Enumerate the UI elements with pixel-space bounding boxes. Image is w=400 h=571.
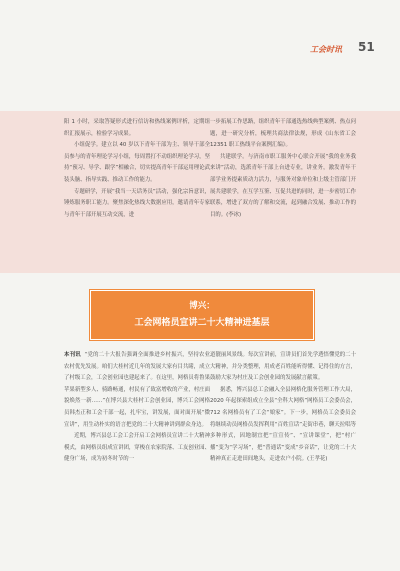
bottom-left-column <box>64 350 210 466</box>
paragraph: 小组促学。建立以 40 岁以下青年干部为主、领导干部全员参与的青年理论学习小组，每周置打不动组织理论学习，坚持“预习、导学、跟学”相融合，切实提高青年干部运用理论武装头脑、指导实践、推动工作的能力。 <box>64 142 210 183</box>
paragraph <box>64 350 210 431</box>
top-left-column <box>64 117 210 221</box>
section-label: 工会时讯 <box>310 45 342 54</box>
paragraph: 阳 1 小时，采取答疑形式进行信访和热线案例评析，定期组织汇报展示，检验学习成果。 <box>64 119 210 137</box>
banner-subtitle: 工会网格员宣讲二十大精神进基层 <box>134 318 270 328</box>
bottom-right-column <box>210 350 356 466</box>
article-title-banner <box>90 290 314 340</box>
top-right-column <box>210 117 356 221</box>
article-source: 本刊讯 <box>64 352 81 358</box>
banner-title: 博兴： <box>189 301 215 311</box>
paragraph: 共建联学。与济南市职工服务中心联合开展“我的业务我来讲”活动，选派青年干部上台进专业，讲业务，激发青年干部学业务提素质动力活力，与服务对象单位和上级主管部门开展共建联学，在互学互鉴、互促共进的同时，进一步密切工作联系，增进了双方的了解和交流，起到融合发展、推动工作的目的。(李冰) <box>210 153 356 218</box>
page-number: 51 <box>358 40 375 54</box>
paragraph: 专题研学，开展“我当一天话务员”活动，强化宗旨意识，锤炼服务职工能力。聚焦深化热线大数据应用，邀请青年专家与青年干部开展互动交流，进 <box>64 188 210 218</box>
paragraph: 道靓丽风景线。每次宣讲前，宣讲员们首先学透悟懂党的二十大精神，并分类整理，用成老百姓能听得懂、记得住的方言，鼓励大家为村庄及工会创业园的发展献言献策。 <box>210 352 356 382</box>
paragraph: 一步拓展工作思路，组织青年干部通选热线典型案例、热点问题，进一研究分析，梳理共商法律法规，形成《山东省工会 12351 职工热线平台案例汇编》。 <box>210 119 356 149</box>
paragraph-text: “党的二十大报告强调全面推进乡村振兴，坚持农业农村优先发展。咱们大桂村近几年的发展大家有目共睹，成立了村级工会，工会创业园也建起来了。在这里，网格员将鲁果苹果新型多人、骑路畅通，村民有了致富增收的产业，村庄面貌焕然一新……”在博兴县大桂村工会创业园，博兴工会网格员韩杰正和工会干部一起，扎牢宝，讲发展，面对面开展“微宣讲”，用生动朴实的语言把党的二十大精神讲到群众身边。 <box>64 352 210 428</box>
paragraph: 据悉，博兴县总工会融入全县网格化服务管理工作大局，2020 年起探索组成立全县“全科大网格”网格员工会委员会，712 名网格员有了工会“娘家”。下一步，网格员工会委员会将继续动员网格员发挥利用“百姓宣话”走街串巷，聊天拉唱等多种形式，因地制宜把“宣宣传”、“宣讲课堂”，把“村广播”变为“学习场”，把“普通话”变成“乡音话”，让党的二十大精神真正走进田间地头，走进农户小院。(王孝花) <box>210 386 356 463</box>
paragraph: 近期，博兴县总工会工会开启工会网格员宣讲二十大精神模式，由网格员组成宣讲团，穿梭在农家院落、工友创业园、健身广场，成为初冬时节的一 <box>64 433 210 463</box>
